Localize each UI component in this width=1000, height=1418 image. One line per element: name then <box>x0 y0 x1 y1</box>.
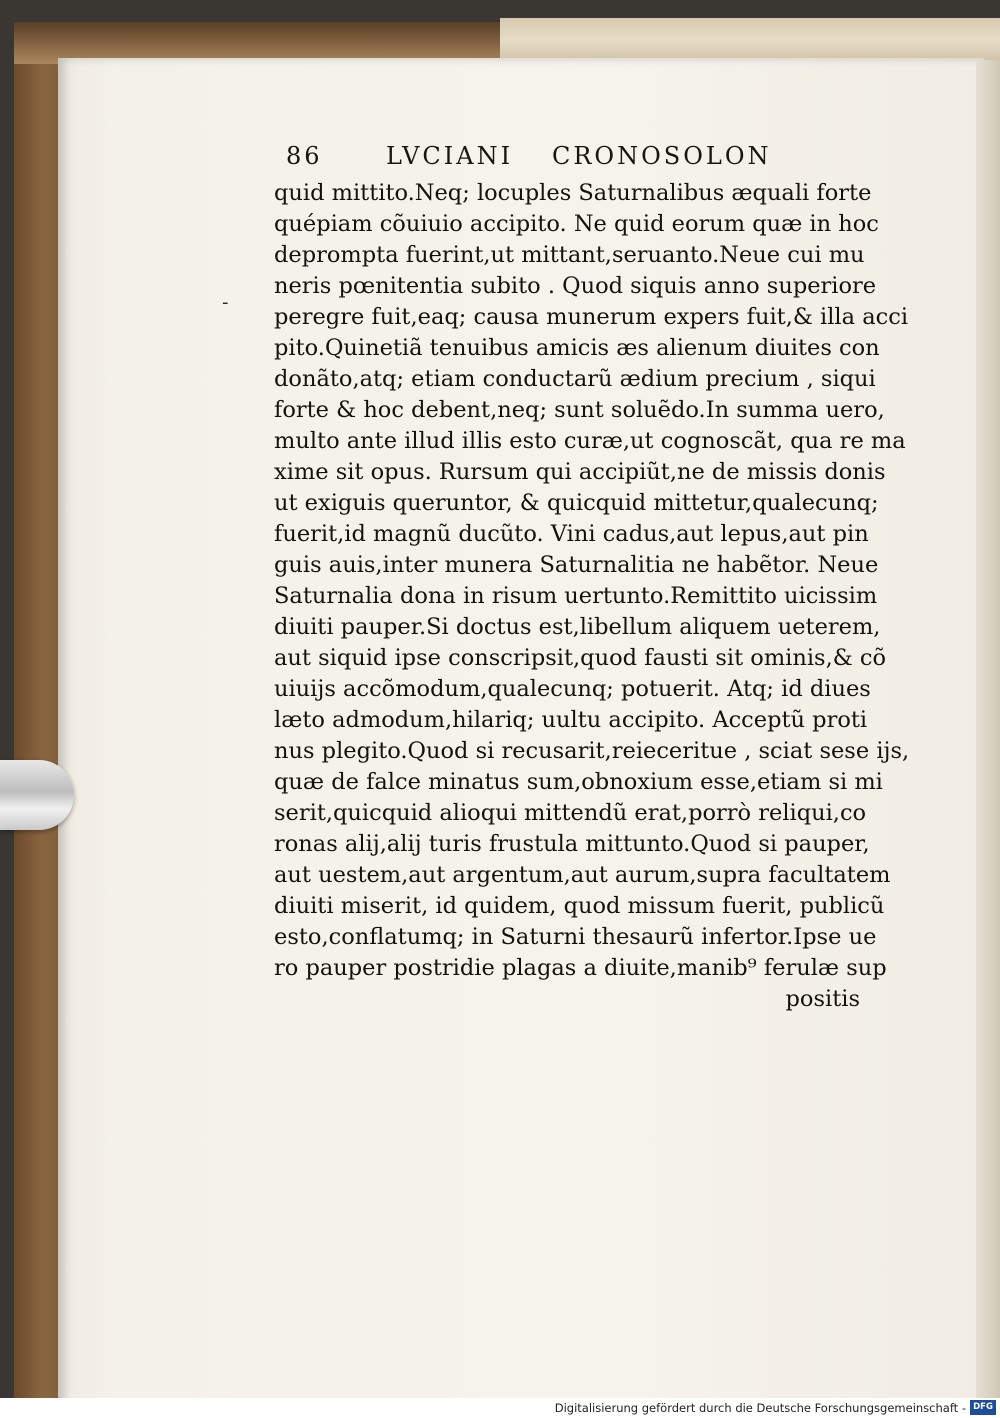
text-line: quæ de falce minatus sum,obnoxium esse,etiam si mi <box>274 769 883 795</box>
text-line: aut uestem,aut argentum,aut aurum,supra facultatem <box>274 862 891 888</box>
text-line: ro pauper postridie plagas a diuite,manib⁹ ferulæ sup <box>274 955 887 981</box>
text-line: Saturnalia dona in risum uertunto.Remittito uicissim <box>274 583 878 609</box>
body-text <box>274 178 910 1015</box>
text-line: multo ante illud illis esto curæ,ut cognoscãt, qua re ma <box>274 428 906 454</box>
text-line: nus plegito.Quod si recusarit,reieceritue , sciat sese ijs, <box>274 738 910 764</box>
running-head-title: CRONOSOLON <box>552 142 772 170</box>
text-line: ronas alij,alij turis frustula mittunto.Quod si pauper, <box>274 831 870 857</box>
page-number: 86 <box>286 142 323 170</box>
dfg-logo: DFG <box>970 1400 996 1415</box>
text-line: peregre fuit,eaq; causa munerum expers fuit,& illa acci <box>274 304 909 330</box>
running-head <box>274 140 874 174</box>
margin-mark: - <box>222 292 229 313</box>
text-line: neris pœnitentia subito . Quod siquis anno superiore <box>274 273 877 299</box>
text-line: quid mittito.Neq; locuples Saturnalibus æquali forte <box>274 180 872 206</box>
text-line: serit,quicquid alioqui mittendũ erat,porrò reliqui,co <box>274 800 867 826</box>
text-line: pito.Quinetiã tenuibus amicis æs alienum diuites con <box>274 335 880 361</box>
text-line: forte & hoc debent,neq; sunt soluẽdo.In summa uero, <box>274 397 885 423</box>
footer-credit: Digitalisierung gefördert durch die Deutsche Forschungsgemeinschaft - <box>554 1401 966 1415</box>
text-line: deprompta fuerint,ut mittant,seruanto.Neue cui mu <box>274 242 865 268</box>
text-line: læto admodum,hilariq; uultu accipito. Acceptũ proti <box>274 707 868 733</box>
text-line: diuiti miserit, id quidem, quod missum fuerit, publicũ <box>274 893 885 919</box>
text-line: quépiam cõuiuio accipito. Ne quid eorum quæ in hoc <box>274 211 879 237</box>
text-line: diuiti pauper.Si doctus est,libellum aliquem ueterem, <box>274 614 881 640</box>
text-line: uiuijs accõmodum,qualecunq; potuerit. Atq; id diues <box>274 676 871 702</box>
page-gutter <box>976 60 1000 1398</box>
text-line: esto,conflatumq; in Saturni thesaurũ infertor.Ipse ue <box>274 924 877 950</box>
text-line: guis auis,inter munera Saturnalitia ne habẽtor. Neue <box>274 552 879 578</box>
running-head-author: LVCIANI <box>386 142 514 170</box>
text-line: donãto,atq; etiam conductarũ ædium precium , siqui <box>274 366 876 392</box>
catchword: positis <box>785 986 860 1012</box>
text-line: aut siquid ipse conscripsit,quod fausti sit ominis,& cõ <box>274 645 887 671</box>
text-line: xime sit opus. Rursum qui accipiũt,ne de missis donis <box>274 459 886 485</box>
page-holder-clip <box>0 760 74 830</box>
text-line: fuerit,id magnũ ducũto. Vini cadus,aut lepus,aut pin <box>274 521 869 547</box>
text-line: ut exiguis queruntor, & quicquid mittetur,qualecunq; <box>274 490 879 516</box>
